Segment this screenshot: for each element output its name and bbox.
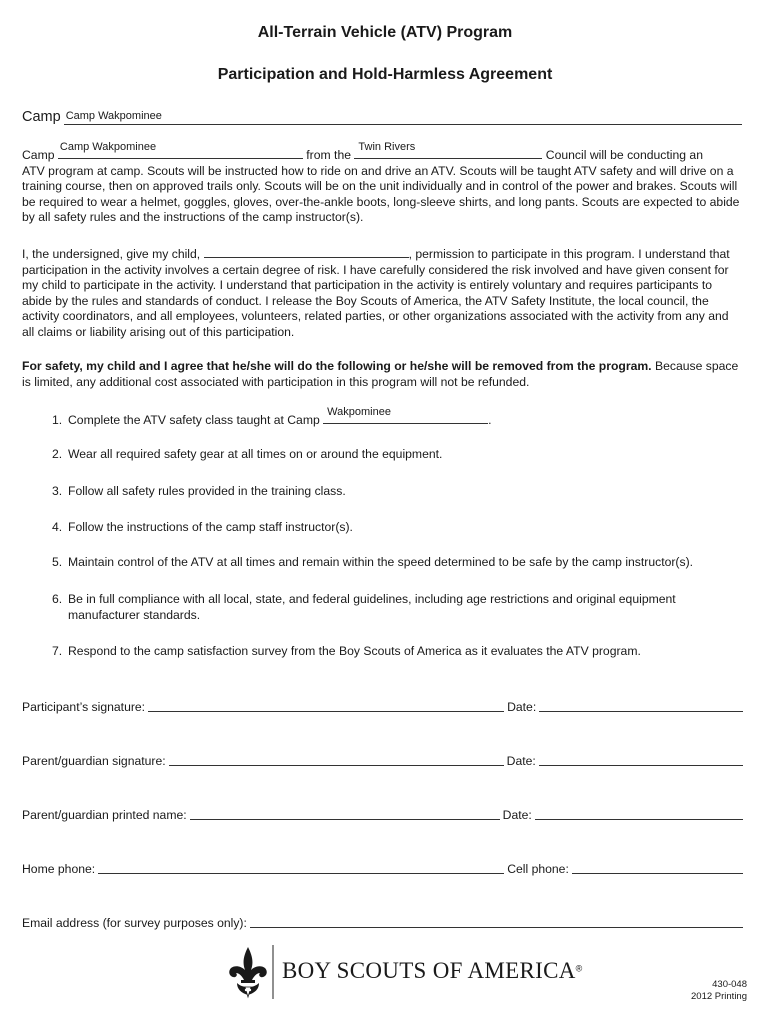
email-row bbox=[22, 914, 746, 930]
participant-date-field[interactable] bbox=[539, 710, 743, 712]
rule-text: Follow all safety rules provided in the training class. bbox=[68, 484, 346, 498]
phone-row bbox=[22, 860, 746, 876]
participant-signature-row bbox=[22, 698, 746, 714]
rule-number: 7. bbox=[52, 644, 63, 658]
camp-field-row bbox=[22, 107, 742, 125]
rule-text: Be in full compliance with all local, state, and federal guidelines, including age restrictions and original equipment bbox=[68, 592, 676, 606]
parent-printed-name-label: Parent/guardian printed name: bbox=[22, 808, 187, 822]
date-label: Date: bbox=[507, 700, 537, 714]
rule-number: 2. bbox=[52, 447, 63, 461]
intro-camp-value: Camp Wakpominee bbox=[59, 141, 157, 154]
printing-year: 2012 Printing bbox=[691, 991, 747, 1002]
intro-camp-field[interactable] bbox=[58, 141, 303, 159]
registered-mark: ® bbox=[575, 963, 583, 974]
parent-signature-field[interactable] bbox=[169, 764, 504, 766]
intro-camp-label: Camp bbox=[22, 148, 55, 162]
bsa-wordmark bbox=[282, 958, 582, 984]
parent-printed-name-row bbox=[22, 806, 746, 822]
home-phone-field[interactable] bbox=[98, 872, 504, 874]
form-code bbox=[691, 979, 747, 1003]
parent-signature-label: Parent/guardian signature: bbox=[22, 754, 166, 768]
list-item bbox=[52, 520, 742, 536]
rule-text: Wear all required safety gear at all times on or around the equipment. bbox=[68, 447, 443, 461]
intro-council-tail: Council will be conducting an bbox=[545, 148, 703, 162]
cell-phone-field[interactable] bbox=[572, 872, 743, 874]
safety-rest-text: Because space is limited, any additional cost associated with participation in this program will not be refunded. bbox=[22, 359, 739, 389]
consent-paragraph bbox=[22, 245, 742, 341]
organization-name: BOY SCOUTS OF AMERICA bbox=[282, 958, 576, 983]
consent-lead: I, the undersigned, give my child, bbox=[22, 247, 201, 261]
consent-body: , permission to participate in this program. I understand that participation in the activity involves a certain degree of risk. I have carefully considered the risk involved and have given consent for my child to participate in the activity. I understand that participation in the activity is entirely voluntary and requires participants to abide by the rules and standards of conduct. I release the Boy Scouts of America, the ATV Safety Institute, the local council, the activity coordinators, and all employees, volunteers, related parties, or other organizations associated with the activity from any and all claims or liability arising out of this participation. bbox=[22, 247, 730, 339]
intro-body: ATV program at camp. Scouts will be instructed how to ride on and drive an ATV. Scouts will be taught ATV safety and will drive on a training course, then on approved trails only. Scouts will be on the unit individually and in control of the power and brakes. Scouts will be required to wear a helmet, goggles, gloves, over-the-ankle boots, long-sleeve shirts, and long pants. Scouts are expected to abide by all safety rules and the instructions of the camp instructor(s). bbox=[22, 163, 740, 225]
list-item bbox=[52, 447, 742, 463]
participant-signature-label: Participant’s signature: bbox=[22, 700, 146, 714]
intro-paragraph bbox=[22, 141, 742, 226]
parent-name-date-field[interactable] bbox=[535, 818, 743, 820]
rule-number: 3. bbox=[52, 484, 63, 498]
rule-camp-value: Wakpominee bbox=[327, 406, 391, 419]
participant-signature-field[interactable] bbox=[148, 710, 504, 712]
list-item bbox=[52, 484, 742, 500]
rule-camp-field[interactable] bbox=[323, 406, 488, 424]
email-label: Email address (for survey purposes only): bbox=[22, 916, 247, 930]
child-name-field[interactable] bbox=[204, 245, 409, 258]
document-subtitle: Participation and Hold-Harmless Agreement bbox=[217, 66, 553, 83]
parent-date-field[interactable] bbox=[539, 764, 743, 766]
rule-text: Maintain control of the ATV at all times and remain within the speed determined to be safe by the camp instructor(s). bbox=[68, 555, 694, 569]
list-item bbox=[52, 406, 742, 429]
cell-phone-label: Cell phone: bbox=[507, 862, 569, 876]
parent-signature-row bbox=[22, 752, 746, 768]
parent-printed-name-field[interactable] bbox=[190, 818, 500, 820]
intro-from-the: from the bbox=[306, 148, 352, 162]
rule-text: Follow the instructions of the camp staff instructor(s). bbox=[68, 520, 353, 534]
home-phone-label: Home phone: bbox=[22, 862, 96, 876]
list-item bbox=[52, 555, 742, 571]
rule-number: 6. bbox=[52, 592, 63, 606]
fleur-de-lis-icon bbox=[225, 943, 275, 1001]
camp-label: Camp bbox=[22, 109, 61, 125]
date-label: Date: bbox=[502, 808, 532, 822]
camp-name-value: Camp Wakpominee bbox=[65, 110, 162, 122]
list-item bbox=[52, 592, 742, 623]
rule-text-continued: manufacturer standards. bbox=[68, 607, 201, 622]
council-field[interactable] bbox=[354, 141, 542, 159]
form-number: 430-048 bbox=[712, 979, 747, 990]
rule-number: 4. bbox=[52, 520, 63, 534]
rule-number: 5. bbox=[52, 555, 63, 569]
camp-name-field[interactable] bbox=[64, 108, 742, 125]
safety-bold-text: For safety, my child and I agree that he/she will do the following or he/she will be removed from the program. bbox=[22, 359, 652, 373]
rule-number: 1. bbox=[52, 413, 63, 427]
rule-tail: . bbox=[488, 413, 492, 427]
rule-text: Complete the ATV safety class taught at Camp bbox=[68, 413, 320, 427]
rule-text: Respond to the camp satisfaction survey from the Boy Scouts of America as it evaluates the ATV program. bbox=[68, 644, 641, 658]
list-item bbox=[52, 644, 742, 660]
date-label: Date: bbox=[506, 754, 536, 768]
document-title: All-Terrain Vehicle (ATV) Program bbox=[257, 24, 513, 41]
council-value: Twin Rivers bbox=[358, 141, 416, 154]
email-field[interactable] bbox=[250, 926, 743, 928]
safety-paragraph bbox=[22, 359, 742, 390]
